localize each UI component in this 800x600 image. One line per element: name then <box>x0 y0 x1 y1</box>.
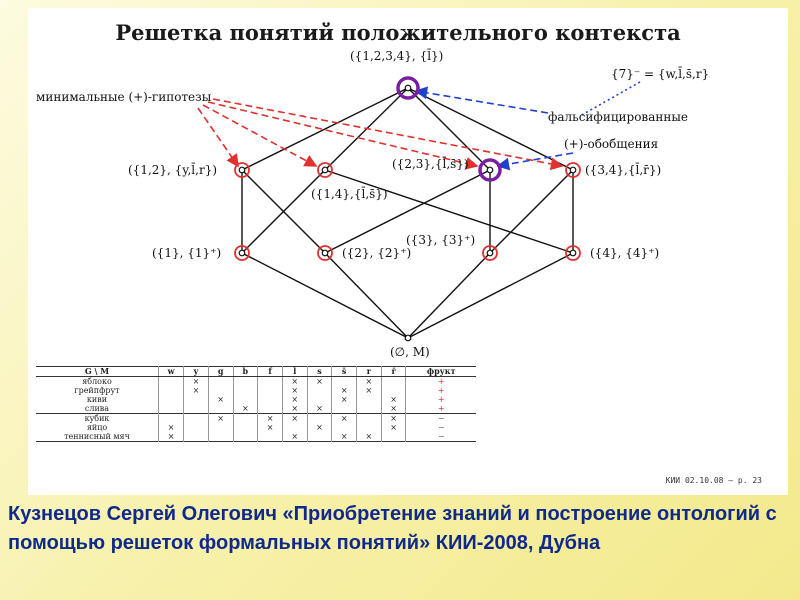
row-target: + <box>406 377 476 387</box>
table-cell <box>258 377 283 387</box>
lattice-node-top <box>405 85 411 91</box>
table-cell <box>159 386 184 395</box>
lattice-nodes <box>235 78 580 341</box>
table-cell: × <box>258 414 283 424</box>
lattice-edge-n4-bottom <box>408 253 573 338</box>
table-cell: × <box>357 432 382 442</box>
table-col-header: r̄ <box>381 367 406 377</box>
node-label-top: ({1,2,3,4}, {l̄}) <box>350 49 444 63</box>
table-cell: × <box>282 414 307 424</box>
table-cell: × <box>332 386 357 395</box>
row-object-name: грейпфрут <box>74 386 120 395</box>
table-cell: × <box>332 395 357 404</box>
table-cell <box>233 432 258 442</box>
lattice-node-n14 <box>322 167 328 173</box>
table-row <box>36 404 476 414</box>
node-label-n14: ({1,4},{l̄,s̄}) <box>311 187 388 201</box>
table-cell: × <box>381 404 406 414</box>
node-label-n23: ({2,3},{l̄,s̄}) <box>392 157 469 171</box>
table-header-row <box>36 367 476 377</box>
row-target: + <box>406 395 476 404</box>
row-target: + <box>406 404 476 414</box>
slide-title: Решетка понятий положительного контекста <box>115 20 681 45</box>
table-cell: × <box>208 395 233 404</box>
table-cell <box>208 386 233 395</box>
table-cell: × <box>357 386 382 395</box>
table-cell <box>258 386 283 395</box>
row-object-name: слива <box>84 404 110 413</box>
table-cell <box>233 414 258 424</box>
table-row <box>36 423 476 432</box>
concept-lattice <box>28 8 768 368</box>
table-cell <box>357 414 382 424</box>
table-target-header: фрукт <box>406 367 476 377</box>
table-cell <box>357 404 382 414</box>
table-cell <box>233 377 258 387</box>
slide-footer: КИИ 02.10.08 – p. 23 <box>665 476 762 485</box>
table-cell <box>233 386 258 395</box>
table-cell: × <box>381 423 406 432</box>
node-label-n34: ({3,4},{l̄,r̄}) <box>585 163 662 177</box>
lattice-edges <box>242 88 573 338</box>
table-cell <box>258 432 283 442</box>
table-cell <box>332 423 357 432</box>
table-cell <box>307 414 332 424</box>
table-col-header: s̄ <box>332 367 357 377</box>
table-cell: × <box>282 386 307 395</box>
table-cell <box>184 404 209 414</box>
row-object-name: кубик <box>36 414 159 424</box>
table-col-header: r <box>357 367 382 377</box>
table-col-header: w <box>159 367 184 377</box>
table-cell <box>381 432 406 442</box>
table-cell: × <box>381 414 406 424</box>
row-object-name: теннисный мяч <box>64 432 130 441</box>
row-target: − <box>406 414 476 424</box>
table-cell <box>332 377 357 387</box>
table-cell <box>381 386 406 395</box>
table-col-header: s <box>307 367 332 377</box>
table-corner: G \ M <box>36 367 159 377</box>
table-col-header: l̄ <box>282 367 307 377</box>
min-hyp-arrow-1 <box>198 108 238 166</box>
table-row <box>36 386 476 395</box>
lattice-node-n4 <box>570 250 576 256</box>
table-cell <box>159 404 184 414</box>
table-cell: × <box>184 386 209 395</box>
table-col-header: f <box>258 367 283 377</box>
node-label-n12: ({1,2}, {y,l̄,r}) <box>128 163 218 177</box>
node-label-bottom: (∅, M) <box>390 345 430 359</box>
table-cell <box>184 414 209 424</box>
table-cell: × <box>233 404 258 414</box>
slide <box>28 8 788 495</box>
table-cell: × <box>282 377 307 387</box>
table-cell <box>258 404 283 414</box>
table-cell <box>159 414 184 424</box>
table-row <box>36 414 476 424</box>
row-target: + <box>406 386 476 395</box>
lattice-node-n12 <box>239 167 245 173</box>
table-cell <box>282 423 307 432</box>
table-cell <box>208 404 233 414</box>
row-target: − <box>406 432 476 442</box>
table-cell <box>381 377 406 387</box>
table-cell: × <box>307 423 332 432</box>
lattice-node-n23 <box>487 167 493 173</box>
lattice-node-n3 <box>487 250 493 256</box>
lattice-node-n1 <box>239 250 245 256</box>
table-row <box>36 432 476 442</box>
table-cell <box>184 395 209 404</box>
lattice-node-n2 <box>322 250 328 256</box>
falsified-annotation-1: фальсифицированные <box>548 110 688 124</box>
row-object-name: киви <box>86 395 108 404</box>
table-cell <box>184 423 209 432</box>
table-cell: × <box>258 423 283 432</box>
table-cell <box>208 432 233 442</box>
node-label-n1: ({1}, {1}⁺) <box>152 246 222 260</box>
table-cell <box>208 377 233 387</box>
lattice-edge-n2-bottom <box>325 253 408 338</box>
lattice-edge-top-n12 <box>242 88 408 170</box>
table-cell: × <box>332 432 357 442</box>
table-cell <box>258 395 283 404</box>
table-cell <box>332 404 357 414</box>
annotation-arrows <box>198 82 640 166</box>
min-hyp-annotation: минимальные (+)-гипотезы <box>36 90 212 104</box>
falsified-annotation-2: (+)-обобщения <box>564 137 659 151</box>
table-cell: × <box>282 404 307 414</box>
formal-context-table <box>36 366 476 442</box>
table-cell: × <box>159 423 184 432</box>
table-col-header: g <box>208 367 233 377</box>
node-label-n2: ({2}, {2}⁺) <box>342 246 412 260</box>
table-cell: × <box>184 377 209 387</box>
table-cell <box>307 386 332 395</box>
table-cell: × <box>332 414 357 424</box>
lattice-edge-n1-bottom <box>242 253 408 338</box>
table-cell: × <box>307 404 332 414</box>
table-cell <box>233 423 258 432</box>
row-target: − <box>406 423 476 432</box>
table-body <box>36 377 476 442</box>
table-row <box>36 395 476 404</box>
row-object-name: яйцо <box>86 423 108 432</box>
lattice-node-bottom <box>405 335 411 341</box>
seven-annotation: {7}⁻ = {w,l̄,s̄,r} <box>611 67 710 81</box>
node-label-n3: ({3}, {3}⁺) <box>406 233 476 247</box>
node-label-n4: ({4}, {4}⁺) <box>590 246 660 260</box>
table-cell: × <box>282 395 307 404</box>
table-cell: × <box>307 377 332 387</box>
table-cell <box>159 377 184 387</box>
min-hyp-arrow-2 <box>203 105 316 166</box>
lattice-node-n34 <box>570 167 576 173</box>
table-cell <box>184 432 209 442</box>
lattice-edge-n3-bottom <box>408 253 490 338</box>
table-cell: × <box>282 432 307 442</box>
table-row <box>36 377 476 387</box>
lattice-edge-n34-n3 <box>490 170 573 253</box>
row-object-name: яблоко <box>82 377 112 386</box>
table-cell <box>233 395 258 404</box>
table-cell <box>208 423 233 432</box>
table-col-header: y <box>184 367 209 377</box>
table-col-header: b <box>233 367 258 377</box>
table-cell: × <box>357 377 382 387</box>
table-cell <box>357 423 382 432</box>
table-cell <box>307 395 332 404</box>
table-cell: × <box>159 432 184 442</box>
table-cell <box>159 395 184 404</box>
table-cell <box>357 395 382 404</box>
table-cell <box>307 432 332 442</box>
caption: Кузнецов Сергей Олегович «Приобретение знаний и построение онтологий с помощью решеток формальных понятий» КИИ-2008, Дубна <box>8 503 777 554</box>
table-cell: × <box>208 414 233 424</box>
table-cell: × <box>381 395 406 404</box>
